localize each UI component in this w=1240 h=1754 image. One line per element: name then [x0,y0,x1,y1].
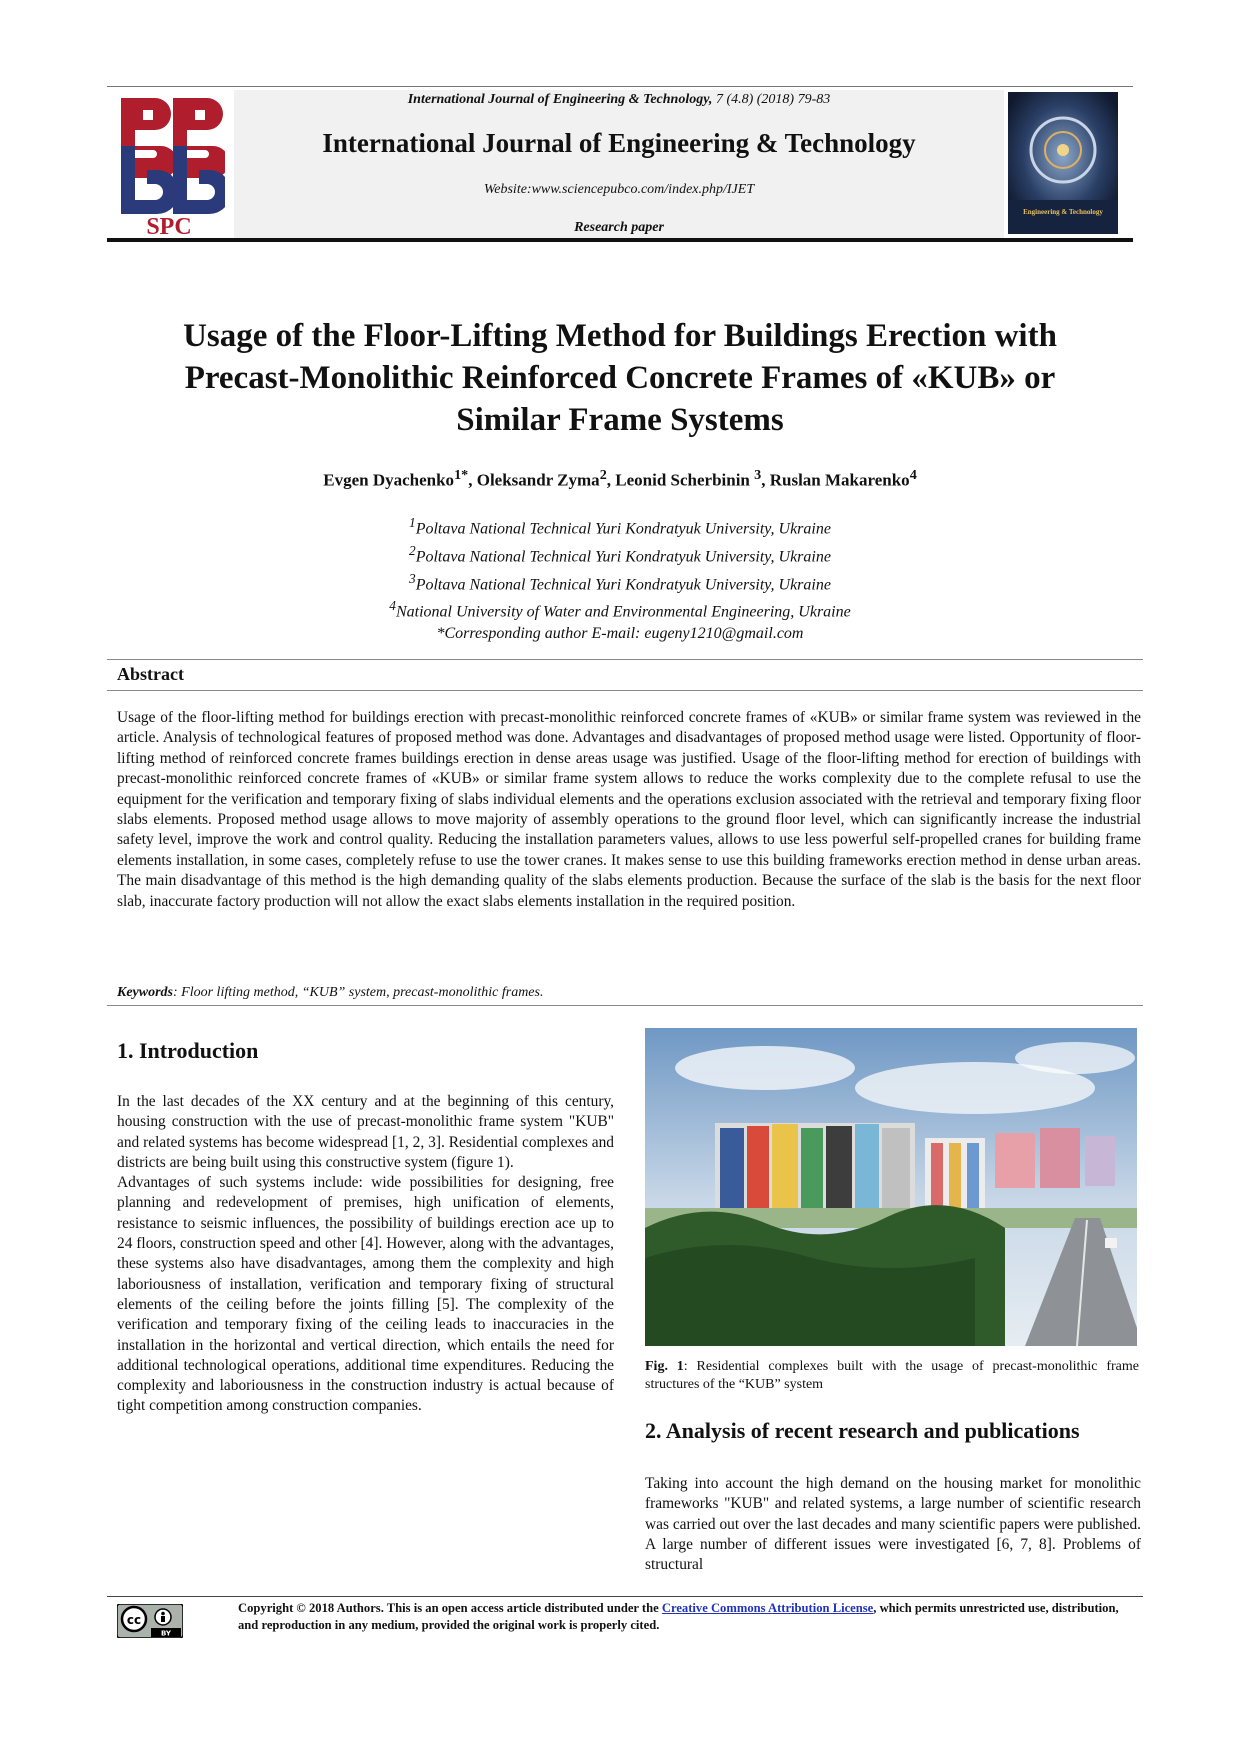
affiliation-1: $^1$Poltava National Technical Yuri Kondratyuk University, Ukraine [409,515,831,538]
header-bottom-rule [107,238,1133,242]
affiliation-2: $^2$Poltava National Technical Yuri Kondratyuk University, Ukraine [409,542,831,566]
logo-text: SPC [146,214,192,237]
spc-logo [113,92,225,237]
introduction-text [117,1092,614,1417]
header-top-rule [107,86,1133,87]
journal-title: International Journal of Engineering & Technology [322,128,916,158]
affiliation-4: $^4$National University of Water and Environmental Engineering, Ukraine [389,598,851,621]
journal-website: Website:www.sciencepubco.com/index.php/IJET [483,182,755,197]
footer-rule [107,1596,1143,1597]
keywords-rule [107,1005,1143,1006]
license-link[interactable]: Creative Commons Attribution License [661,1601,874,1615]
paper-title: Usage of the Floor-Lifting Method for Buildings Erection with Precast-Monolithic Reinforced Concrete Frames of «KUB» or Similar Frame Systems [183,318,1057,438]
figure-label: Fig. 1 [645,1359,684,1374]
corresponding-author: *Corresponding author E-mail: eugeny1210@gmail.com [436,625,804,643]
cover-caption: Engineering & Technology [1023,208,1103,216]
svg-text:cc: cc [126,1613,142,1627]
spc-logo-mark [121,98,225,214]
journal-citation: International Journal of Engineering & Technology, 7 (4.8) (2018) 79-83 [407,92,831,107]
author-list: Evgen Dyachenko$^{1*}$, Oleksandr Zyma$^2$, Leonid Scherbinin $^3$, Ruslan Makarenko$^4$ [323,467,917,490]
analysis-text: Taking into account the high demand on the housing market for monolithic frameworks "KUB" and related systems, a large number of scientific research was carried out over the last decades and many scientific papers were published. A large number of different issues were investigated [6, 7, 8]. Problems of structural [645,1475,1141,1574]
figure-1-caption: Fig. 1: Residential complexes built with the usage of precast-monolithic frame structures of the “KUB” system [645,1359,1139,1392]
paper-type: Research paper [574,220,664,235]
figure-1-residential-complex-photo [645,1028,1137,1346]
abstract-top-rule [107,659,1143,660]
abstract-heading: Abstract [117,664,184,684]
keywords: Keywords: Floor lifting method, “KUB” system, precast-monolithic frames. [117,985,544,1000]
abstract-text: Usage of the floor-lifting method for buildings erection with precast-monolithic reinforced concrete frames of «KUB» or similar frame system was reviewed in the article. Analysis of technological features of proposed method was done. Advantages and disadvantages of proposed method usage were listed. Opportunity of floor-lifting method of reinforced concrete frames buildings erection in dense areas usage was justified. Usage of the floor-lifting method for erection of buildings with precast-monolithic reinforced concrete frames of «KUB» or similar frame system allows to reduce the works complexity due to the complete refusal to use the equipment for the verification and temporary fixing of slabs individual elements and the operations exclusion associated with the retrieval and temporary fixing floor slabs elements. Proposed method usage allows to move majority of assembly operations to the ground floor level, which can significantly increase the industrial safety level, improve the work and control quality. Reducing the installation parameters values, allows to use less powerful self-propelled cranes for building frame elements installation, in some cases, completely refuse to use the tower cranes. It makes sense to use this building frameworks erection method in dense urban areas. The main disadvantage of this method is the high demanding quality of the slabs elements production. Because the surface of the slab is the basis for the next floor slab, inaccurate factory production will not allow the exact slabs elements installation in the required position. [117,709,1141,910]
section-heading-analysis: 2. Analysis of recent research and publications [645,1418,1080,1443]
affiliations [110,512,1130,645]
introduction-paragraph-2: Advantages of such systems include: wide possibilities for designing, free planning and redevelopment of premises, high unification of elements, resistance to seismic influences, the possibility of buildings erection ace up to 24 floors, construction speed and other [4]. However, along with the advantages, these systems also have disadvantages, among them the complexity and high laboriousness of installation, verification and temporary fixing of structural elements of the ceiling before the joints filling [5]. The complexity of the verification and temporary fixing of the ceiling leads to inaccuracies in the installation in the horizontal and vertical direction, which entails the need for additional technological operations, additional time expenditures. Reducing the complexity and laboriousness in the construction industry is actual because of tight competition among construction companies. [117,1174,614,1415]
cc-by-license-badge [117,1604,183,1638]
abstract-heading-rule [107,690,1143,691]
introduction-paragraph-1: In the last decades of the XX century and at the beginning of this century, housing construction with the use of precast-monolithic frame system "KUB" and related systems has become widespread [1, 2, 3]. Residential complexes and districts are being built using this constructive system (figure 1). [117,1093,614,1171]
cc-by-label: BY [160,1629,172,1638]
copyright-notice: Copyright © 2018 Authors. This is an open access article distributed under the Creative Commons Attribution License, which permits unrestricted use, distribution, and reproduction in any medium, provided the original work is properly cited. [238,1601,1119,1632]
section-heading-introduction: 1. Introduction [117,1038,259,1063]
affiliation-3: $^3$Poltava National Technical Yuri Kondratyuk University, Ukraine [409,570,831,593]
journal-cover-image [1008,92,1118,234]
header-band [234,90,1004,238]
